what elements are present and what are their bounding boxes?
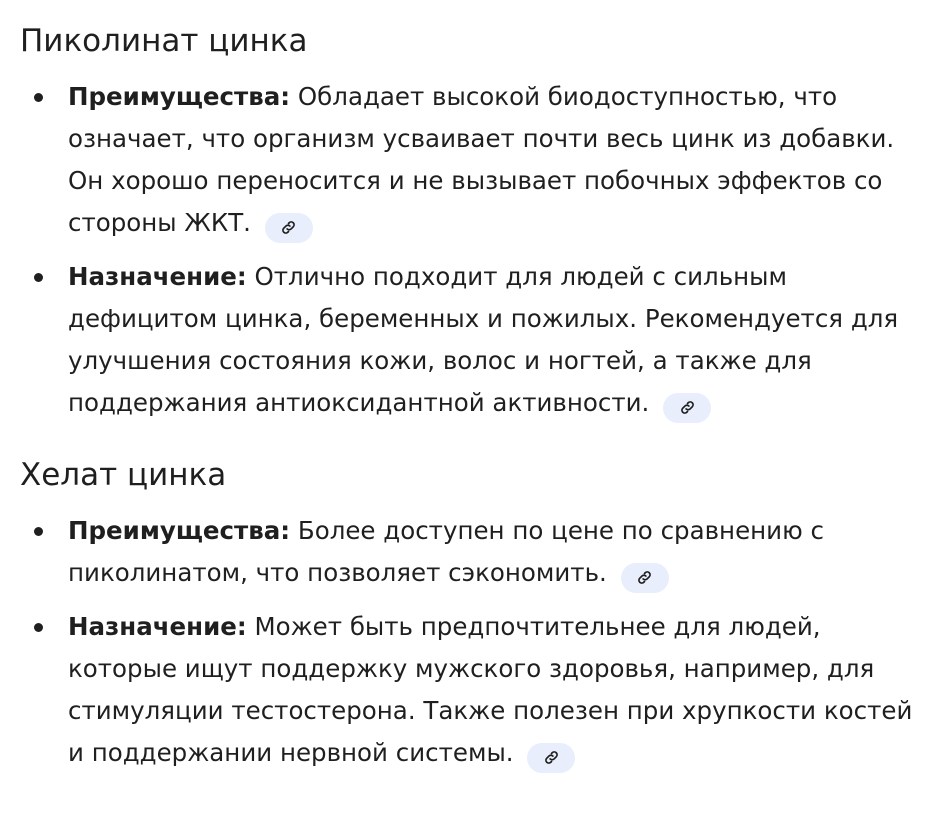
item-label: Преимущества: xyxy=(68,82,291,111)
list-item-purpose xyxy=(20,256,920,424)
source-link-button[interactable] xyxy=(527,743,575,773)
item-text: Более доступен по цене по сравнению с пиколинатом, что позволяет сэкономить. xyxy=(68,516,824,587)
item-label: Назначение: xyxy=(68,612,247,641)
section-title: Пиколинат цинка xyxy=(20,23,308,59)
bullet-list xyxy=(20,510,920,774)
source-link-button[interactable] xyxy=(663,393,711,423)
section-zinc-picolinate xyxy=(20,18,920,424)
list-item-advantages xyxy=(20,76,920,244)
answer-content xyxy=(20,18,920,774)
link-icon xyxy=(636,569,653,586)
section-zinc-chelate xyxy=(20,452,920,774)
item-label: Назначение: xyxy=(68,262,247,291)
list-item-advantages xyxy=(20,510,920,594)
source-link-button[interactable] xyxy=(265,213,313,243)
bullet-icon xyxy=(34,273,43,282)
link-icon xyxy=(679,399,696,416)
bullet-icon xyxy=(34,527,43,536)
bullet-icon xyxy=(34,93,43,102)
source-link-button[interactable] xyxy=(621,563,669,593)
item-text: Обладает высокой биодоступностью, что означает, что организм усваивает почти весь цинк из добавки. Он хорошо переносится и не вызывает побочных эффектов со стороны ЖКТ. xyxy=(68,82,895,237)
item-text: Отлично подходит для людей с сильным дефицитом цинка, беременных и пожилых. Рекомендуется для улучшения состояния кожи, волос и ногтей, а также для поддержания антиоксидантной активности. xyxy=(68,262,899,417)
bullet-list xyxy=(20,76,920,424)
section-title: Хелат цинка xyxy=(20,457,227,493)
bullet-icon xyxy=(34,623,43,632)
item-text: Может быть предпочтительнее для людей, которые ищут поддержку мужского здоровья, например, для стимуляции тестостерона. Также полезен при хрупкости костей и поддержании нервной системы. xyxy=(68,612,913,767)
item-label: Преимущества: xyxy=(68,516,291,545)
list-item-purpose xyxy=(20,606,920,774)
link-icon xyxy=(280,219,297,236)
link-icon xyxy=(543,749,560,766)
